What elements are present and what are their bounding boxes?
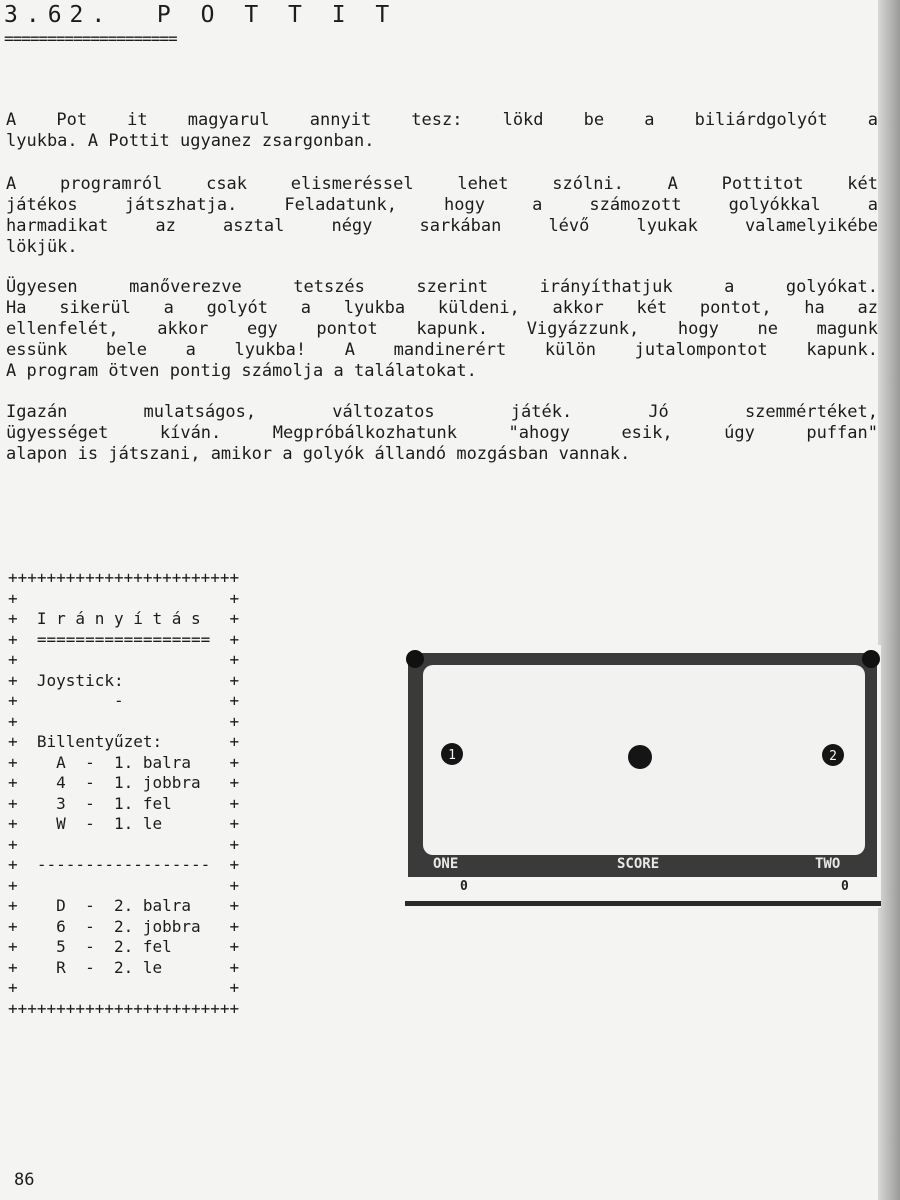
text-line: játékos játszhatja. Feladatunk, hogy a számozott golyókkal a <box>6 195 878 215</box>
controls-box-line: + W - 1. le + <box>8 814 240 833</box>
text-line: lökjük. <box>6 237 78 257</box>
text-line: A program ötven pontig számolja a találatokat. <box>6 361 477 381</box>
text-line: Ha sikerül a golyót a lyukba küldeni, akkor két pontot, ha az <box>6 298 878 318</box>
controls-box-line: + - + <box>8 691 240 710</box>
text-line: A Pot it magyarul annyit tesz: lökd be a biliárdgolyót a <box>6 110 878 130</box>
controls-box-line: + + <box>8 834 240 854</box>
text-line: ellenfelét, akkor egy pontot kapunk. Vigyázzunk, hogy ne magunk <box>6 319 878 339</box>
paragraph-verdict <box>6 402 878 465</box>
pocket-top-right <box>862 650 880 668</box>
page-edge-shadow <box>878 0 900 1200</box>
label-player-two: TWO <box>815 856 841 872</box>
controls-box-line: ++++++++++++++++++++++++ <box>8 998 240 1018</box>
score-player-one: 0 <box>460 879 468 894</box>
text-line: lyukba. A Pottit ugyanez zsargonban. <box>6 131 375 151</box>
text-line: ügyességet kíván. Megpróbálkozhatunk "ahogy esik, úgy puffan" <box>6 423 878 443</box>
page-number: 86 <box>14 1170 35 1190</box>
controls-box-line: + R - 2. le + <box>8 957 240 977</box>
screen-bottom-bar <box>405 901 881 906</box>
score-player-two: 0 <box>841 879 849 894</box>
text-line: harmadikat az asztal négy sarkában lévő lyukak valamelyikébe <box>6 216 878 236</box>
controls-box-line: + I r á n y í t á s + <box>8 609 240 628</box>
ball-one-number: 1 <box>448 748 456 763</box>
section-title: 3.62. P O T T I T <box>4 2 398 28</box>
controls-box-line: + 3 - 1. fel + <box>8 793 240 813</box>
controls-box-line: + + <box>8 875 240 895</box>
controls-box-line: + Joystick: + <box>8 670 240 690</box>
controls-box-line: + 4 - 1. jobbra + <box>8 773 240 792</box>
label-score: SCORE <box>617 856 660 872</box>
controls-box-line: + D - 2. balra + <box>8 896 240 915</box>
controls-box-line: + + <box>8 711 240 731</box>
controls-box-line: + + <box>8 588 240 608</box>
text-line: alapon is játszani, amikor a golyók állandó mozgásban vannak. <box>6 444 631 464</box>
controls-box-line: + + <box>8 650 240 669</box>
game-screenshot <box>405 645 881 908</box>
paragraph-controls-text <box>6 277 878 382</box>
controls-box-line: + 6 - 2. jobbra + <box>8 916 240 936</box>
controls-box-line: ++++++++++++++++++++++++ <box>8 568 240 587</box>
paragraph-intro <box>6 110 878 152</box>
ball-two-number: 2 <box>829 749 837 764</box>
text-line: Igazán mulatságos, változatos játék. Jó szemmértéket, <box>6 402 878 422</box>
controls-box <box>8 568 348 1019</box>
label-player-one: ONE <box>433 856 459 872</box>
controls-box-line: + + <box>8 978 240 997</box>
text-line: essünk bele a lyukba! A mandinerért külön jutalompontot kapunk. <box>6 340 878 360</box>
text-line: A programról csak elismeréssel lehet szólni. A Pottitot két <box>6 174 878 194</box>
controls-box-line: + Billentyűzet: + <box>8 732 240 751</box>
controls-box-line: + A - 1. balra + <box>8 752 240 772</box>
controls-box-line: + ================== + <box>8 629 240 649</box>
paragraph-program <box>6 174 878 258</box>
title-underline: ==================== <box>4 29 177 48</box>
text-line: Ügyesen manőverezve tetszés szerint irányíthatjuk a golyókat. <box>6 277 878 297</box>
controls-box-line: + ------------------ + <box>8 855 240 874</box>
controls-box-line: + 5 - 2. fel + <box>8 937 240 956</box>
pocket-top-left <box>406 650 424 668</box>
ball-target <box>628 745 652 769</box>
